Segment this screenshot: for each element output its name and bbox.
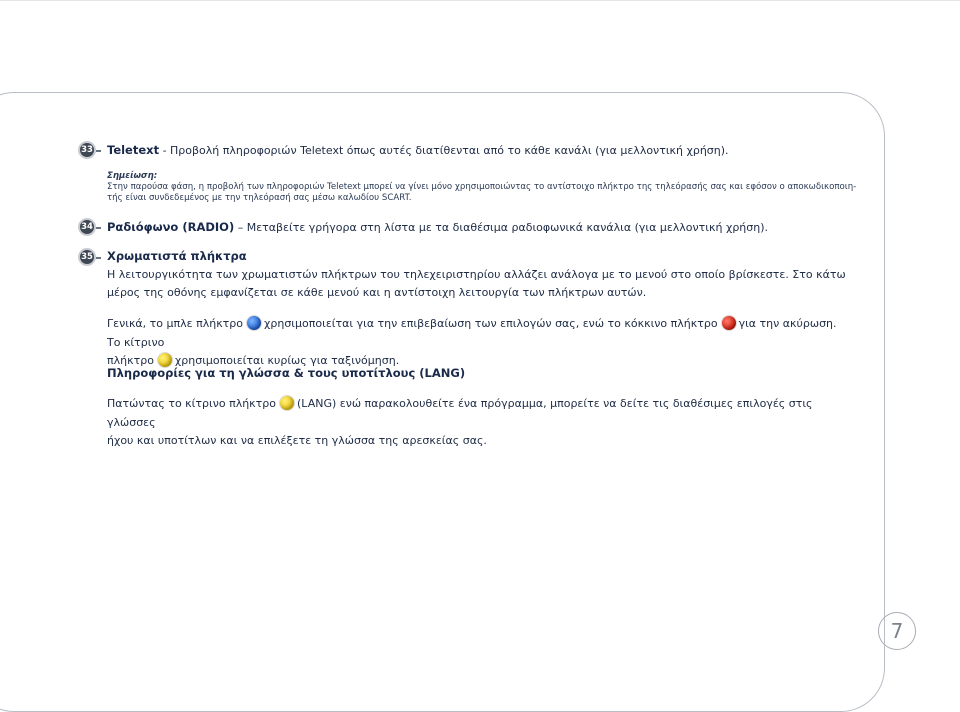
lang-section-title: Πληροφορίες για τη γλώσσα & τους υποτίτλους (LANG) <box>107 366 466 380</box>
lang-text-c: ήχου και υποτίτλων και να επιλέξετε τη γλώσσα της αρεσκείας σας. <box>107 434 487 447</box>
lang-text-a: Πατώντας το κίτρινο πλήκτρο <box>107 397 277 410</box>
item-badge-35: 35 <box>78 248 96 266</box>
teletext-title: Teletext <box>107 143 160 157</box>
teletext-note <box>107 171 867 204</box>
item-badge-34: 34 <box>78 218 96 236</box>
radio-description: – Μεταβείτε γρήγορα στη λίστα με τα διαθέσιμα ραδιοφωνικά κανάλια (για μελλοντική χρήση). <box>234 221 769 234</box>
blue-button-icon <box>247 316 261 330</box>
red-button-icon <box>722 316 736 330</box>
radio-title: Ραδιόφωνο (RADIO) <box>107 220 235 234</box>
general-text-a: Γενικά, το μπλε πλήκτρο <box>107 317 244 330</box>
color-keys-title: Χρωματιστά πλήκτρα <box>107 249 247 263</box>
yellow-button-icon <box>280 396 294 410</box>
general-text-e: χρησιμοποιείται κυρίως για ταξινόμηση. <box>174 354 400 367</box>
item-33 <box>107 140 837 161</box>
color-keys-line-2: μέρος της οθόνης εμφανίζεται σε κάθε μενού και η αντίστοιχη λειτουργία των πλήκτρων αυτών. <box>107 286 647 299</box>
lang-section-body <box>107 395 847 451</box>
note-heading: Σημείωση: <box>107 171 158 181</box>
top-border-line <box>0 0 960 1</box>
item-35 <box>107 247 847 303</box>
general-text-d: πλήκτρο <box>107 354 154 367</box>
lang-text-b: (LANG) ενώ παρακολουθείτε ένα πρόγραμμα, μπορείτε να δείτε τις διαθέσιμες επιλογές στις γλώσσες <box>107 397 813 429</box>
color-keys-line-1: Η λειτουργικότητα των χρωματιστών πλήκτρων του τηλεχειριστηρίου αλλάζει ανάλογα με το μενού στο οποίο βρίσκεστε. Στο κάτω <box>107 267 846 281</box>
item-badge-33: 33 <box>78 141 96 159</box>
note-line-2: τής είναι συνδεδεμένος με την τηλεόρασή σας μέσω καλωδίου SCART. <box>107 193 412 203</box>
note-line-1: Στην παρούσα φάση, η προβολή των πληροφοριών Teletext μπορεί να γίνει μόνο χρησιμοποιώντας το αντίστοιχο πλήκτρο της τηλεόρασής σας και εφόσον ο αποκωδικοποιη- <box>107 182 857 192</box>
page-number: 7 <box>878 612 916 650</box>
general-text-c: για την ακύρωση. Το κίτρινο <box>107 317 837 349</box>
teletext-description: - Προβολή πληροφοριών Teletext όπως αυτές διατίθενται από το κάθε κανάλι (για μελλοντική χρήση). <box>159 144 729 157</box>
item-34 <box>107 217 837 238</box>
color-keys-general <box>107 315 847 371</box>
general-text-b: χρησιμοποιείται για την επιβεβαίωση των επιλογών σας, ενώ το κόκκινο πλήκτρο <box>264 317 718 330</box>
